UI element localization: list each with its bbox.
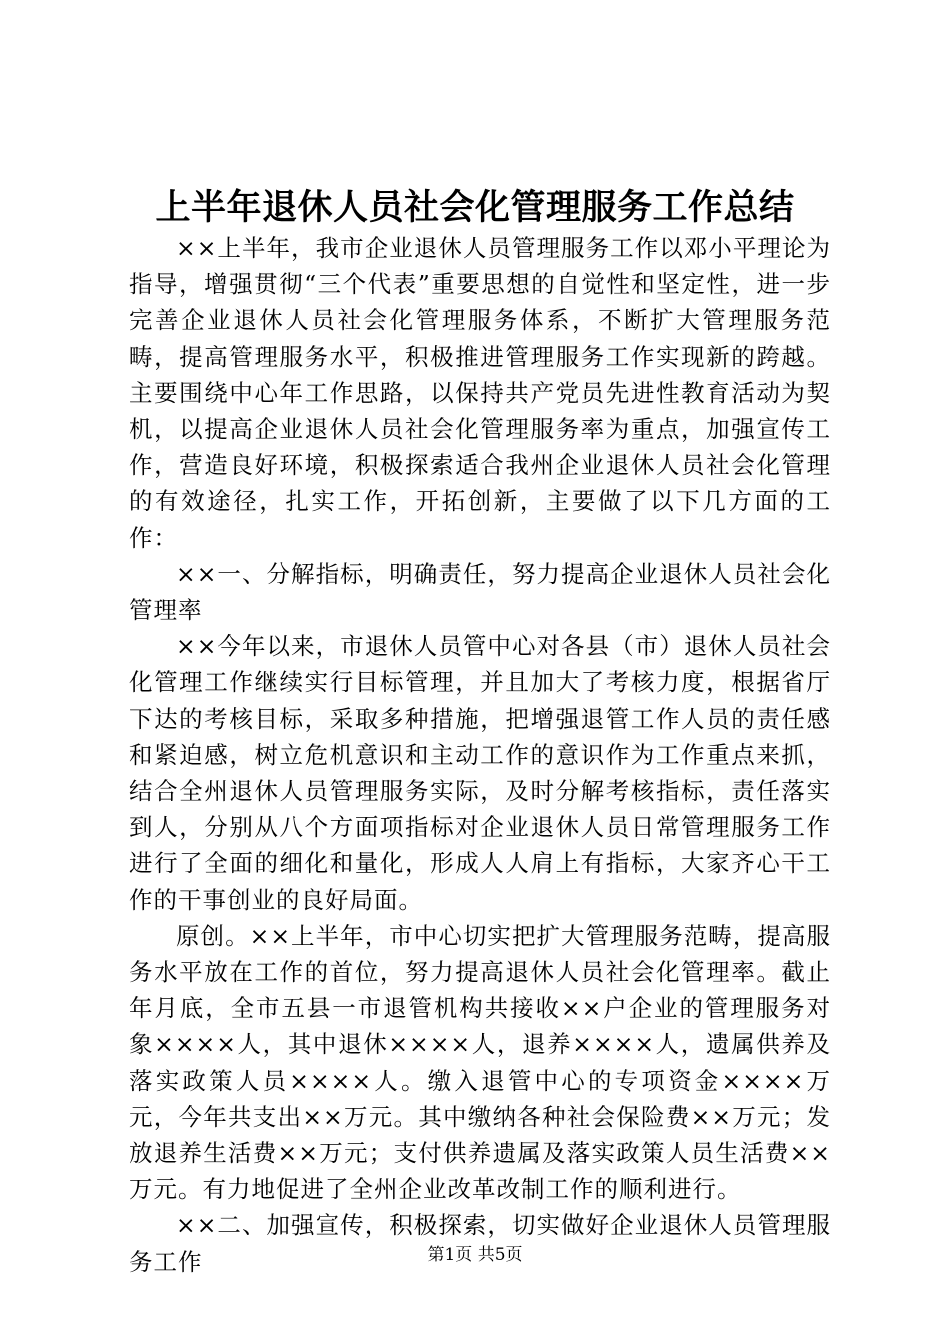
document-title: 上半年退休人员社会化管理服务工作总结 [155, 187, 795, 228]
paragraph-statistics: 原创。××上半年，市中心切实把扩大管理服务范畴，提高服务水平放在工作的首位，努力提高退休人员社会化管理率。截止年月底，全市五县一市退管机构共接收××户企业的管理服务对象××××人，其中退休××××人，退养××××人，遗属供养及落实政策人员××××人。缴入退管中心的专项资金××××万元，今年共支出××万元。其中缴纳各种社会保险费××万元；发放退养生活费××万元；支付供养遗属及落实政策人员生活费××万元。有力地促进了全州企业改革改制工作的顺利进行。 [129, 921, 831, 1204]
paragraph-target-management: ××今年以来，市退休人员管中心对各县（市）退休人员社会化管理工作继续实行目标管理，并且加大了考核力度，根据省厅下达的考核目标，采取多种措施，把增强退管工作人员的责任感和紧迫感，树立危机意识和主动工作的意识作为工作重点来抓，结合全州退休人员管理服务实际，及时分解考核指标，责任落实到人，分别从八个方面项指标对企业退休人员日常管理服务工作进行了全面的细化和量化，形成人人肩上有指标，大家齐心干工作的干事创业的良好局面。 [129, 632, 831, 914]
document-body [129, 230, 831, 1280]
paragraph-intro: ××上半年，我市企业退休人员管理服务工作以邓小平理论为指导，增强贯彻“三个代表”重要思想的自觉性和坚定性，进一步完善企业退休人员社会化管理服务体系，不断扩大管理服务范畴，提高管理服务水平，积极推进管理服务工作实现新的跨越。主要围绕中心年工作思路，以保持共产党员先进性教育活动为契机，以提高企业退休人员社会化管理服务率为重点，加强宣传工作，营造良好环境，积极探索适合我州企业退休人员社会化管理的有效途径，扎实工作，开拓创新，主要做了以下几方面的工作： [129, 234, 831, 552]
paragraph-heading-two: ××二、加强宣传，积极探索，切实做好企业退休人员管理服务工作 [129, 1211, 831, 1276]
page-footer: 第1页 共5页 [427, 1245, 523, 1265]
paragraph-heading-one: ××一、分解指标，明确责任，努力提高企业退休人员社会化管理率 [129, 559, 831, 625]
